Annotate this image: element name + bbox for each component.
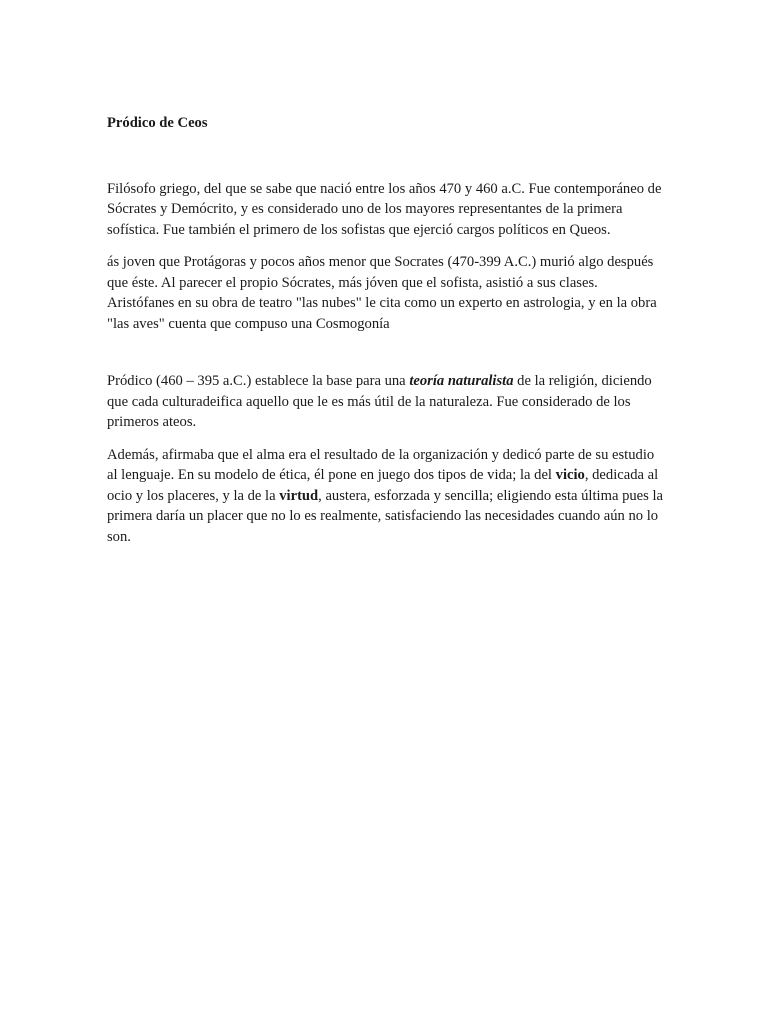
paragraph-naturalist-theory — [107, 371, 667, 433]
document-title: Pródico de Ceos — [107, 115, 208, 131]
document-body — [107, 113, 667, 547]
paragraph-text: Pródico (460 – 395 a.C.) establece la base para una — [107, 373, 410, 389]
paragraph-text: , austera, esforzada y sencilla; eligiendo esta última pues la primera daría un placer que no lo es realmente, satisfaciendo las necesidades cuando aún no lo son. — [107, 487, 664, 545]
paragraph-contemporaries: ás joven que Protágoras y pocos años menor que Socrates (470-399 A.C.) murió algo después que éste. Al parecer el propio Sócrates, más jóven que el sofista, asistió a sus clases. Aristófanes en su obra de teatro "las nubes" le cita como un experto en astrologia, y en la obra "las aves" cuenta que compuso una Cosmogonía — [107, 254, 657, 332]
paragraph-text: , dedicada al ocio y los placeres, y la de la — [107, 467, 659, 504]
paragraph-text: Además, afirmaba que el alma era el resultado de la organización y dedicó parte de su estudio al lenguaje. En su modelo de ética, él pone en juego dos tipos de vida; la del — [107, 446, 655, 483]
emphasis-text: teoría naturalista — [409, 373, 514, 389]
bold-term-vice: vicio — [555, 467, 585, 483]
bold-term-virtue: virtud — [279, 487, 319, 504]
paragraph-ethics — [107, 445, 667, 548]
paragraph-biography: Filósofo griego, del que se sabe que nació entre los años 470 y 460 a.C. Fue contemporáneo de Sócrates y Demócrito, y es considerado uno de los mayores representantes de la primera sofística. Fue también el primero de los sofistas que ejerció cargos políticos en Queos. — [107, 180, 662, 238]
paragraph-text: de la religión, diciendo que cada culturadeifica aquello que le es más útil de la naturaleza. Fue considerado de los primeros ateos. — [107, 373, 652, 430]
